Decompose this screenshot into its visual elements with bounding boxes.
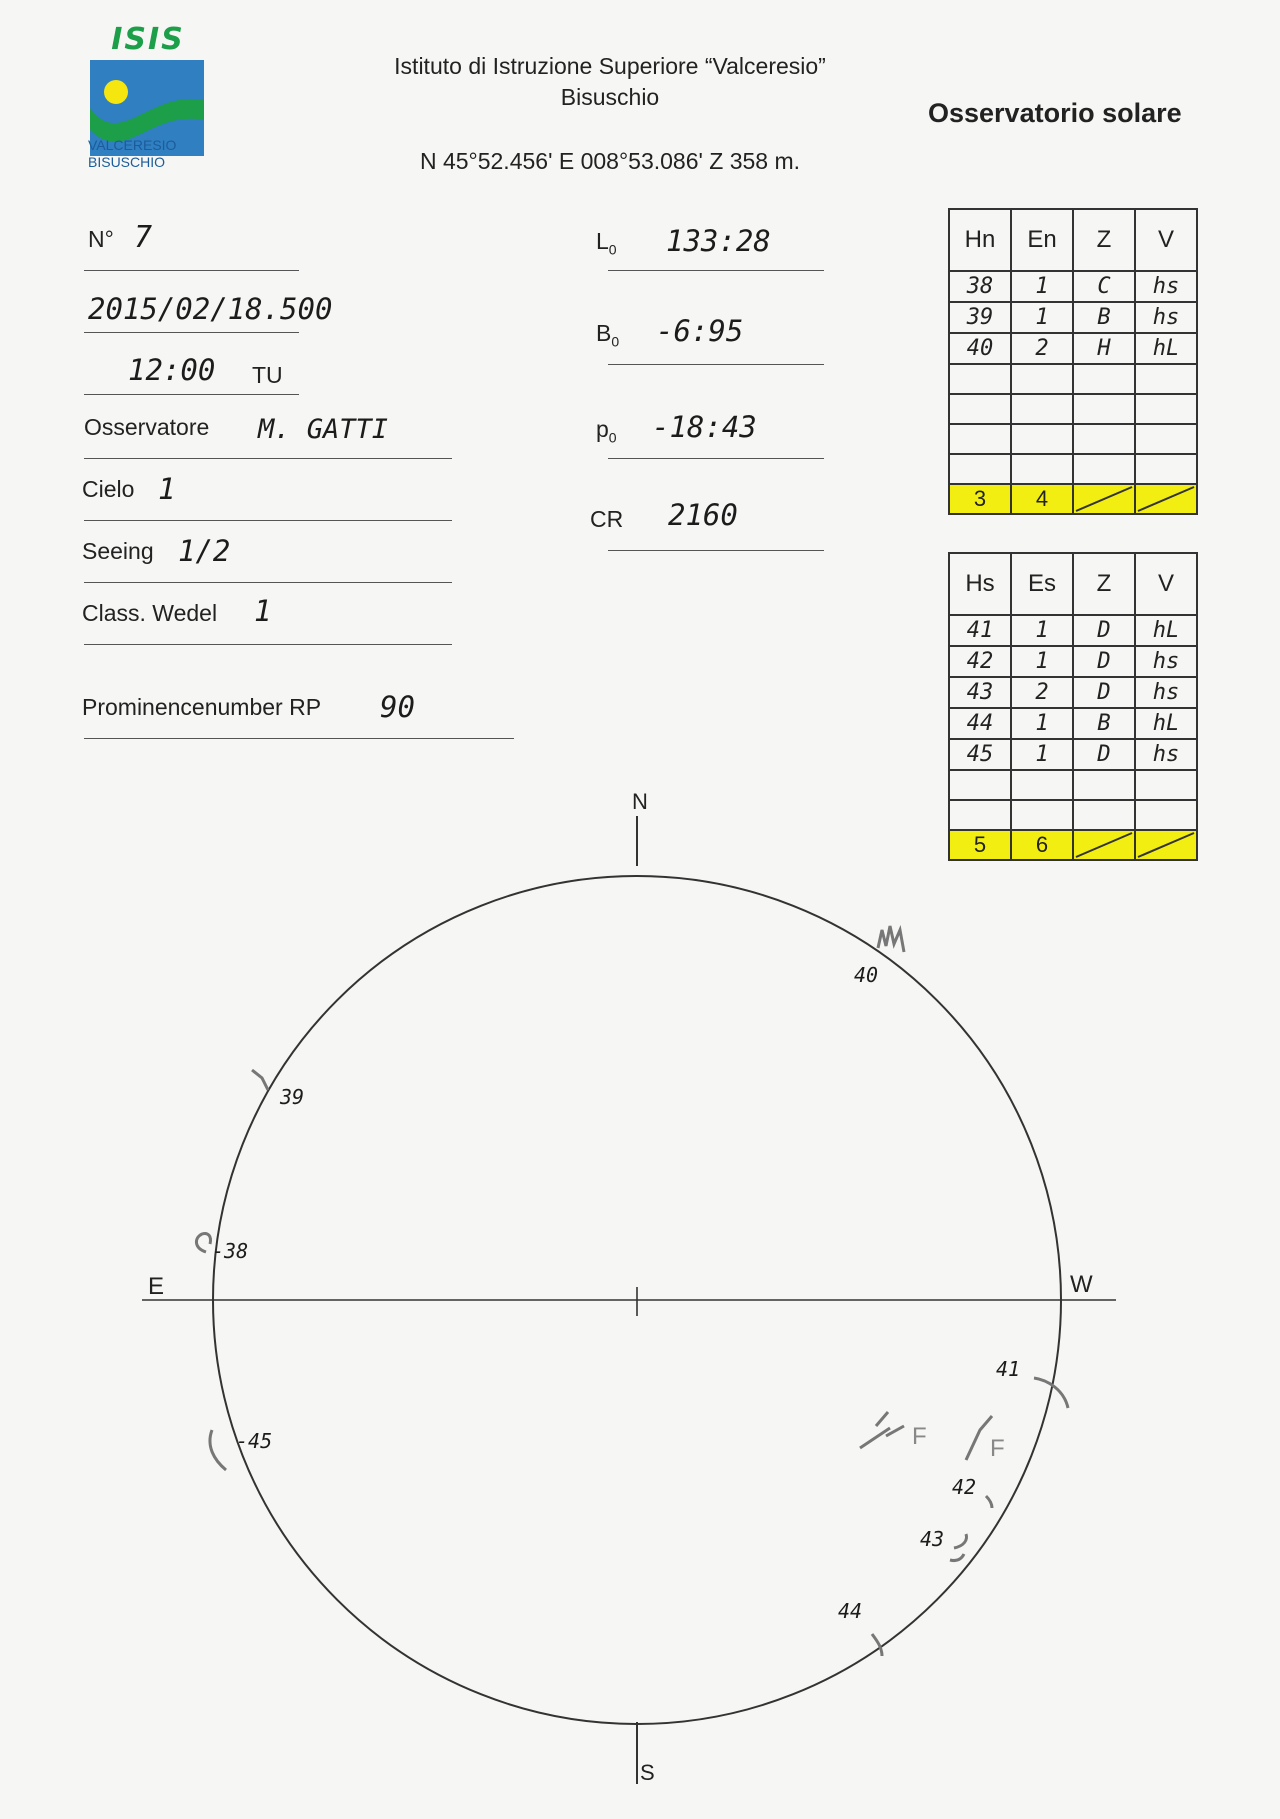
time-unit: TU (252, 362, 283, 388)
rp-label: Prominencenumber RP (82, 694, 322, 720)
prominence-40-label: 40 (854, 963, 879, 987)
header-hs: Hs (949, 553, 1011, 615)
table-cell: 41 (949, 615, 1011, 646)
wedel-value: 1 (254, 594, 272, 628)
cr-value: 2160 (668, 498, 738, 532)
p0-letter: p (596, 416, 609, 442)
filament-1-label: F (912, 1423, 927, 1450)
sky-value: 1 (158, 472, 176, 506)
prominence-38-label: -38 (212, 1239, 249, 1263)
table-cell: 1 (1011, 739, 1073, 770)
header-hn: Hn (949, 209, 1011, 271)
l0-subscript: 0 (608, 241, 617, 258)
table-cell: 42 (949, 646, 1011, 677)
table-cell: 45 (949, 739, 1011, 770)
observer-value: M. GATTI (258, 414, 389, 445)
cr-label: CR (590, 506, 624, 532)
table-cell: 39 (949, 302, 1011, 333)
institute-name: Istituto di Istruzione Superiore “Valceresio” (394, 53, 826, 79)
seeing-value: 1/2 (178, 534, 231, 568)
b0-subscript: 0 (611, 333, 620, 350)
observatory-coordinates: N 45°52.456' E 008°53.086' Z 358 m. (419, 148, 801, 174)
prominence-41-label: 41 (996, 1357, 1021, 1381)
seeing-label: Seeing (82, 538, 154, 564)
table-cell: 43 (949, 677, 1011, 708)
table-cell: hs (1135, 271, 1197, 302)
header-v: V (1135, 553, 1197, 615)
table-cell: 1 (1011, 302, 1073, 333)
number-label: N° (88, 226, 114, 252)
header-z: Z (1073, 209, 1135, 271)
table-cell: 38 (949, 271, 1011, 302)
b0-value: -6:95 (656, 314, 744, 348)
south-label: S (640, 1760, 655, 1785)
table-cell: 1 (1011, 615, 1073, 646)
prominence-42 (986, 1496, 992, 1508)
table-cell: hL (1135, 615, 1197, 646)
table-cell: 2 (1011, 677, 1073, 708)
number-value: 7 (134, 220, 153, 255)
logo-line1: VALCERESIO (88, 137, 177, 153)
table-cell: hs (1135, 646, 1197, 677)
p0-subscript: 0 (608, 429, 617, 446)
wedel-label: Class. Wedel (82, 600, 218, 626)
north-label: N (632, 789, 648, 814)
date-value: 2015/02/18.500 (88, 292, 333, 326)
logo-wordmark: ISIS (111, 22, 185, 57)
table-cell: D (1073, 615, 1135, 646)
rp-value: 90 (380, 690, 415, 724)
table-cell: 2 (1011, 333, 1073, 364)
sky-label: Cielo (82, 476, 135, 502)
header-es: Es (1011, 553, 1073, 615)
prominence-39-label: 39 (280, 1085, 305, 1109)
observatory-title: Osservatorio solare (928, 98, 1182, 128)
prominence-44-label: 44 (838, 1599, 863, 1623)
west-label: W (1070, 1271, 1093, 1298)
table-cell: 1 (1011, 646, 1073, 677)
south-total-hs: 5 (949, 830, 1011, 860)
prominence-39 (252, 1070, 268, 1090)
table-cell: hs (1135, 739, 1197, 770)
header-en: En (1011, 209, 1073, 271)
south-total-es: 6 (1011, 830, 1073, 860)
p0-value: -18:43 (652, 410, 757, 444)
prominence-45 (210, 1430, 226, 1470)
table-cell: 40 (949, 333, 1011, 364)
prominence-43-label: 43 (920, 1527, 945, 1551)
filament-2 (966, 1416, 992, 1460)
table-cell: hL (1135, 333, 1197, 364)
table-cell: 1 (1011, 271, 1073, 302)
l0-value: 133:28 (666, 224, 771, 258)
table-cell: D (1073, 739, 1135, 770)
time-value: 12:00 (128, 353, 216, 387)
table-cell: B (1073, 708, 1135, 739)
logo-line2: BISUSCHIO (88, 154, 166, 170)
north-total-hn: 3 (949, 484, 1011, 514)
institute-town: Bisuschio (560, 84, 660, 110)
table-cell: D (1073, 677, 1135, 708)
prominence-43 (950, 1534, 967, 1561)
table-cell: 44 (949, 708, 1011, 739)
prominence-45-label: -45 (236, 1429, 273, 1453)
l0-letter: L (596, 228, 609, 254)
table-cell: B (1073, 302, 1135, 333)
header-v: V (1135, 209, 1197, 271)
filament-1 (860, 1412, 904, 1448)
table-cell: 1 (1011, 708, 1073, 739)
observer-label: Osservatore (84, 414, 210, 440)
b0-letter: B (596, 320, 612, 346)
table-cell: H (1073, 333, 1135, 364)
prominence-40 (878, 926, 904, 952)
filament-2-label: F (990, 1435, 1005, 1462)
table-cell: hL (1135, 708, 1197, 739)
east-label: E (148, 1273, 165, 1300)
table-cell: hs (1135, 677, 1197, 708)
table-cell: C (1073, 271, 1135, 302)
table-cell: D (1073, 646, 1135, 677)
header-z: Z (1073, 553, 1135, 615)
prominence-42-label: 42 (952, 1475, 977, 1499)
north-total-en: 4 (1011, 484, 1073, 514)
table-cell: hs (1135, 302, 1197, 333)
prominence-38 (196, 1233, 210, 1252)
